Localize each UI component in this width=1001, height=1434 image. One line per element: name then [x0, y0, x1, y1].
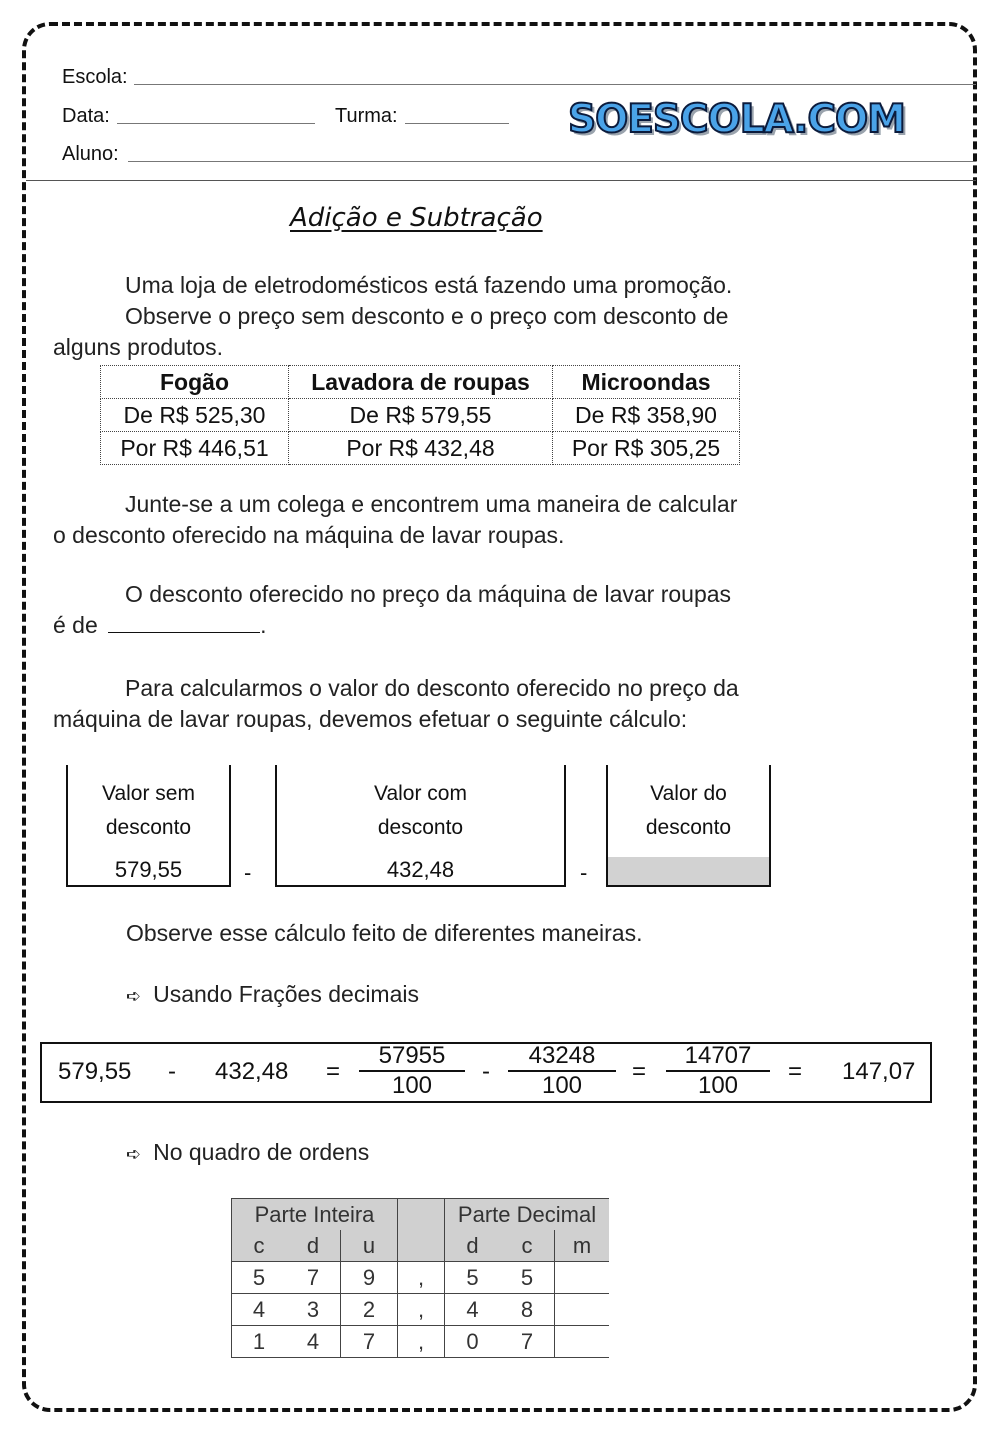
fraction-2-denominator: 100 [541, 1072, 583, 1099]
cell: 5 [232, 1262, 287, 1294]
table-row [232, 1294, 610, 1326]
price-por-fogao: Por R$ 446,51 [101, 432, 289, 465]
escola-line [134, 84, 976, 85]
data-line [117, 123, 315, 124]
intro-line-3: alguns produtos. [53, 334, 224, 360]
escola-label: Escola: [62, 66, 128, 88]
parte-inteira-header: Parte Inteira [232, 1199, 398, 1231]
cell: 5 [500, 1262, 555, 1294]
arrow-right-icon: ➪ [126, 986, 142, 1006]
box1-label-2: desconto [105, 816, 192, 839]
paragraph3-prefix: é de [53, 612, 98, 638]
box2-label-1: Valor com [374, 782, 467, 805]
cell [555, 1326, 610, 1358]
intro-paragraph [53, 270, 813, 363]
cell: 5 [445, 1262, 501, 1294]
fraction-3 [666, 1042, 770, 1100]
aluno-line [128, 161, 976, 162]
cell: 7 [500, 1326, 555, 1358]
frac-minus-2: - [482, 1058, 490, 1085]
paragraph-desconto [53, 579, 833, 641]
fraction-3-numerator: 14707 [666, 1042, 770, 1072]
price-de-microondas: De R$ 358,90 [553, 399, 740, 432]
price-por-microondas: Por R$ 305,25 [553, 432, 740, 465]
frac-eq-2: = [632, 1058, 647, 1085]
fraction-1-denominator: 100 [391, 1072, 433, 1099]
cell: 0 [445, 1326, 501, 1358]
table-row [232, 1326, 610, 1358]
cell: , [398, 1326, 445, 1358]
header-fogao: Fogão [101, 366, 289, 399]
answer-blank[interactable] [108, 612, 260, 633]
box3-label-2: desconto [645, 816, 732, 839]
fraction-2-numerator: 43248 [508, 1042, 616, 1072]
frac-minus-1: - [168, 1058, 176, 1085]
paragraph2-line-1: Junte-se a um colega e encontrem uma maneira de calcular [125, 491, 738, 517]
box2-value: 432,48 [386, 857, 455, 882]
cell: , [398, 1262, 445, 1294]
turma-label: Turma: [335, 105, 398, 127]
price-por-lavadora: Por R$ 432,48 [289, 432, 553, 465]
header-lavadora: Lavadora de roupas [289, 366, 553, 399]
price-table [100, 365, 740, 465]
paragraph3-suffix: . [260, 612, 267, 638]
answer-shaded-area[interactable] [608, 857, 769, 885]
paragraph-calculo [53, 673, 833, 735]
header-microondas: Microondas [553, 366, 740, 399]
method2-label: No quadro de ordens [153, 1139, 370, 1165]
box3-label-1: Valor do [650, 782, 727, 805]
frac-b: 432,48 [215, 1058, 289, 1085]
cell: 7 [341, 1326, 398, 1358]
arrow-right-icon: ➪ [126, 1144, 142, 1164]
turma-line [405, 123, 509, 124]
method1-label: Usando Frações decimais [153, 981, 419, 1007]
header-divider [26, 180, 976, 181]
col-decimal-m: m [555, 1230, 610, 1262]
fraction-1-numerator: 57955 [359, 1042, 465, 1072]
method2-line [126, 1137, 369, 1170]
frac-eq-3: = [788, 1058, 803, 1085]
soescola-logo: SOESCOLA.COM [568, 97, 905, 142]
cell: 3 [286, 1294, 341, 1326]
frac-eq-1: = [326, 1058, 341, 1085]
intro-line-2: Observe o preço sem desconto e o preço com desconto de [125, 303, 729, 329]
cell: 8 [500, 1294, 555, 1326]
observe-text: Observe esse cálculo feito de diferentes maneiras. [126, 920, 643, 946]
aluno-label: Aluno: [62, 143, 119, 165]
price-de-lavadora: De R$ 579,55 [289, 399, 553, 432]
data-label: Data: [62, 105, 110, 127]
cell: , [398, 1294, 445, 1326]
col-inteira-d: d [286, 1230, 341, 1262]
box-valor-do-desconto [606, 765, 771, 887]
paragraph2-line-2: o desconto oferecido na máquina de lavar roupas. [53, 522, 565, 548]
minus-sign-1: - [244, 860, 252, 885]
frac-result: 147,07 [842, 1058, 916, 1085]
table-row [232, 1262, 610, 1294]
parte-decimal-header: Parte Decimal [445, 1199, 610, 1231]
comma-header-cell [398, 1199, 445, 1262]
box-valor-sem-desconto [66, 765, 231, 887]
frac-a: 579,55 [58, 1058, 132, 1085]
cell [555, 1294, 610, 1326]
col-decimal-d: d [445, 1230, 501, 1262]
col-decimal-c: c [500, 1230, 555, 1262]
price-de-fogao: De R$ 525,30 [101, 399, 289, 432]
cell [555, 1262, 610, 1294]
box1-value: 579,55 [114, 857, 183, 882]
minus-sign-2: - [580, 860, 588, 885]
cell: 1 [232, 1326, 287, 1358]
cell: 4 [286, 1326, 341, 1358]
box-valor-com-desconto [275, 765, 566, 887]
fraction-2 [508, 1042, 616, 1100]
method1-line [126, 979, 419, 1012]
order-table [231, 1198, 609, 1358]
col-inteira-c: c [232, 1230, 287, 1262]
paragraph3-line-1: O desconto oferecido no preço da máquina de lavar roupas [125, 581, 732, 607]
cell: 4 [232, 1294, 287, 1326]
fraction-1 [359, 1042, 465, 1100]
cell: 7 [286, 1262, 341, 1294]
cell: 9 [341, 1262, 398, 1294]
intro-line-1: Uma loja de eletrodomésticos está fazendo uma promoção. [125, 272, 733, 298]
paragraph-colega [53, 489, 833, 551]
box1-label-1: Valor sem [102, 782, 195, 805]
paragraph4-line-2: máquina de lavar roupas, devemos efetuar o seguinte cálculo: [53, 706, 688, 732]
col-inteira-u: u [341, 1230, 398, 1262]
box2-label-2: desconto [377, 816, 464, 839]
cell: 2 [341, 1294, 398, 1326]
fraction-3-denominator: 100 [697, 1072, 739, 1099]
cell: 4 [445, 1294, 501, 1326]
paragraph4-line-1: Para calcularmos o valor do desconto oferecido no preço da [125, 675, 739, 701]
page-title: Adição e Subtração [290, 203, 543, 233]
